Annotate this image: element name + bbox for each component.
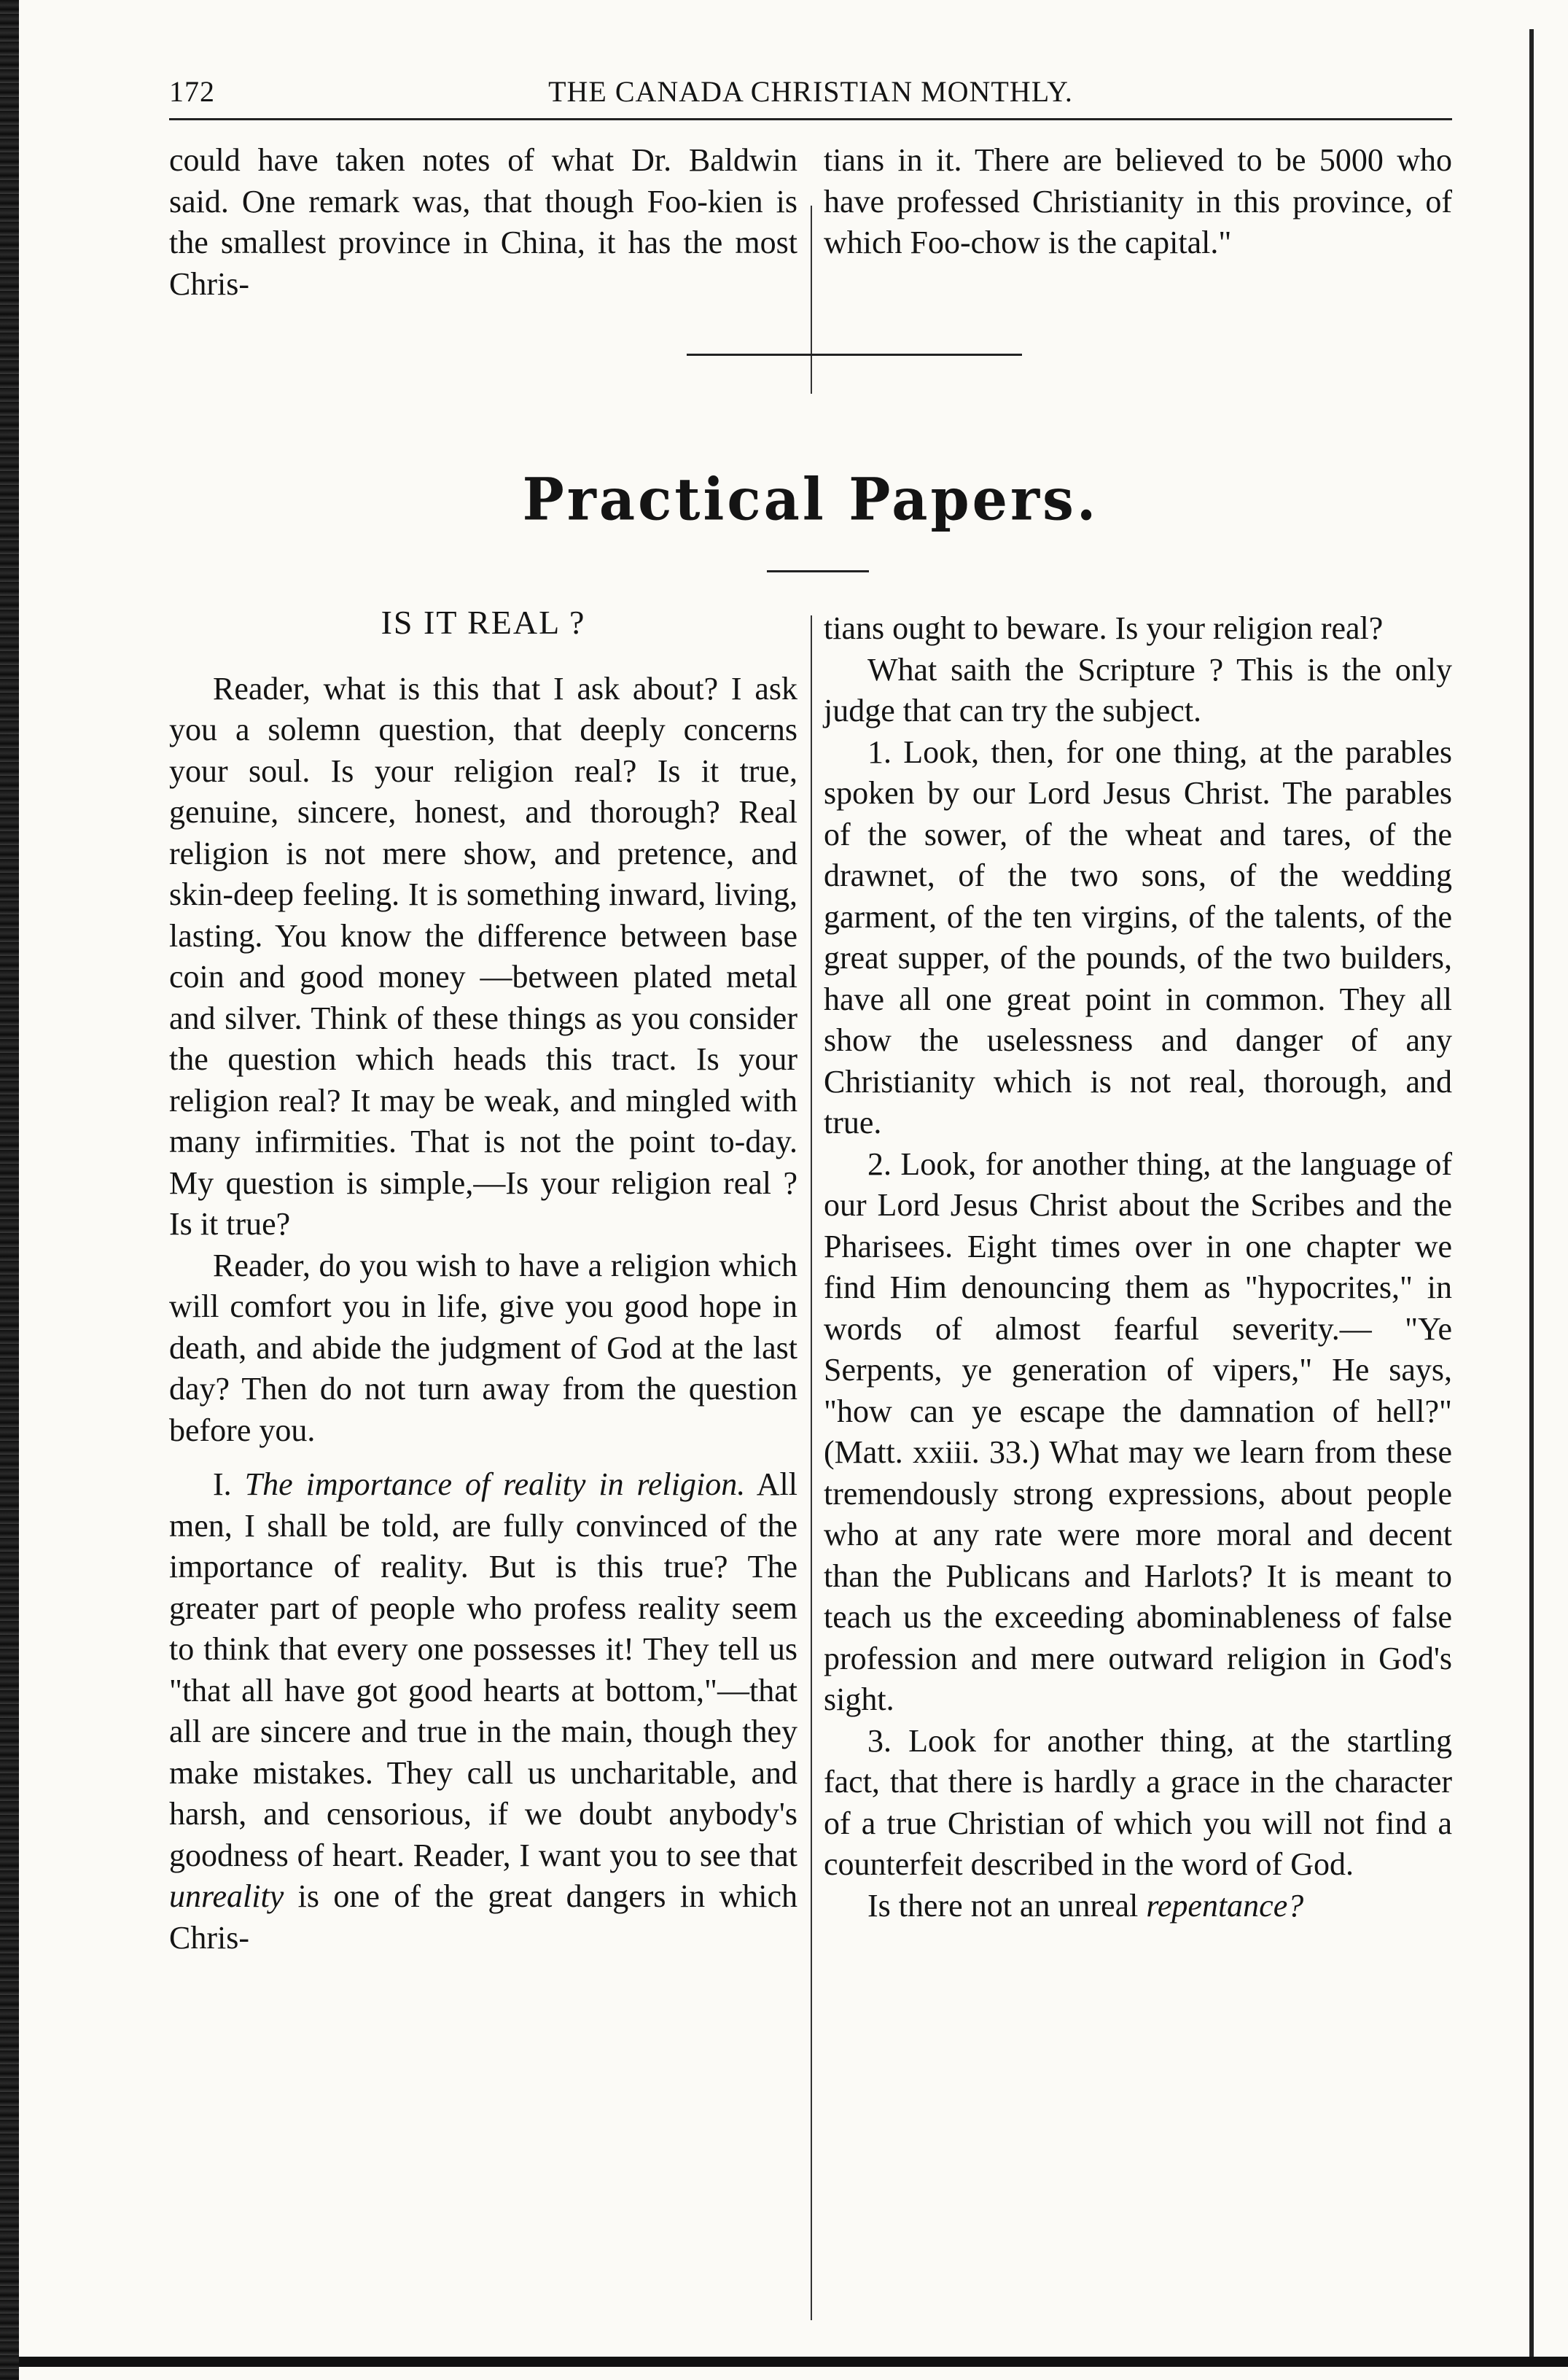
- closing-italic: repentance?: [1146, 1887, 1304, 1924]
- closing-text: Is there not an unreal: [867, 1887, 1147, 1924]
- section-text-end: is one of the great dangers in which Chris-: [169, 1878, 797, 1956]
- section-heading: Practical Papers.: [522, 464, 1099, 534]
- continuation-left: [169, 140, 797, 305]
- article-title: IS IT REAL ?: [381, 604, 586, 641]
- paragraph: Reader, do you wish to have a religion which will comfort you in life, give you good hope in death, and abide the judgment of God at the last day? Then do not turn away from the question before you.: [169, 1247, 797, 1448]
- paragraph: tians ought to beware. Is your religion real?: [824, 610, 1384, 646]
- paragraph: 1. Look, then, for one thing, at the parables spoken by our Lord Jesus Christ. The parables of the sower, of the wheat and tares, of the drawnet, of the two sons, of the wedding garment, of the ten virgins, of the talents, of the great supper, of the pounds, of the two builders, have all one great point in common. They all show the uselessness and danger of any Christianity which is not real, thorough, and true.: [824, 734, 1452, 1140]
- italic-emphasis: unreality: [169, 1878, 284, 1914]
- paragraph: Reader, what is this that I ask about? I ask you a solemn question, that deeply concerns your soul. Is your religion real? Is it true, genuine, sincere, honest, and thorough? Real religion is not mere show, and pretence, and skin-deep feeling. It is something inward, living, lasting. You know the difference between base coin and good money —between plated metal and silver. Think of these things as you consider the question which heads this tract. Is your religion real? It may be weak, and mingled with many infirmities. That is not the point to-day. My question is simple,—Is your religion real ? Is it true?: [169, 670, 797, 1242]
- journal-title: THE CANADA CHRISTIAN MONTHLY.: [548, 75, 1073, 108]
- continuation-left-text: could have taken notes of what Dr. Baldwin said. One remark was, that though Foo-kien is the smallest province in China, it has the most Chris-: [169, 142, 797, 302]
- paragraph: What saith the Scripture ? This is the only judge that can try the subject.: [824, 651, 1452, 728]
- article-right-column: [824, 608, 1452, 1926]
- section-one-paragraph: [169, 1464, 797, 1959]
- page-number: 172: [169, 75, 215, 108]
- section-heading-italic: The importance of reality in religion.: [244, 1466, 746, 1502]
- section-text: All men, I shall be told, are fully convinced of the importance of reality. But is this true? The greater part of people who profess reality seem to think that every one possesses it! They tell us "that all have got good hearts at bottom,"—that all are sincere and true in the main, though they make mistakes. They call us uncharitable, and harsh, and censorious, if we doubt anybody's goodness of heart. Reader, I want you to see that: [169, 1466, 797, 1873]
- page-border-bottom: [19, 2357, 1568, 2367]
- page-border-right: [1529, 29, 1534, 2362]
- continuation-right-text: tians in it. There are believed to be 5000 who have professed Christianity in this province, of which Foo-chow is the capital.": [824, 142, 1452, 260]
- continuation-right: [824, 140, 1452, 264]
- running-header: [169, 67, 1452, 120]
- closing-paragraph: [824, 1886, 1452, 1927]
- binding-edge: [0, 0, 19, 2380]
- column-divider-main: [811, 615, 812, 2320]
- separator-rule: [687, 354, 1022, 356]
- section-numeral: I.: [213, 1466, 232, 1502]
- heading-rule: [767, 570, 869, 572]
- paragraph: 2. Look, for another thing, at the language of our Lord Jesus Christ about the Scribes and the Pharisees. Eight times over in one chapter we find Him denouncing them as "hypocrites," in words of almost fearful severity.— "Ye Serpents, ye generation of vipers," He says, "how can ye escape the damnation of hell?" (Matt. xxiii. 33.) What may we learn from these tremendously strong expressions, about people who at any rate were more moral and decent than the Publicans and Harlots? It is meant to teach us the exceeding abominableness of false profession and mere outward religion in God's sight.: [824, 1146, 1452, 1717]
- article-left-column: [169, 602, 797, 1959]
- column-divider-top: [811, 206, 812, 394]
- page: [169, 67, 1452, 2313]
- paragraph: 3. Look for another thing, at the startling fact, that there is hardly a grace in the character of a true Christian of which you will not find a counterfeit described in the word of God.: [824, 1722, 1452, 1882]
